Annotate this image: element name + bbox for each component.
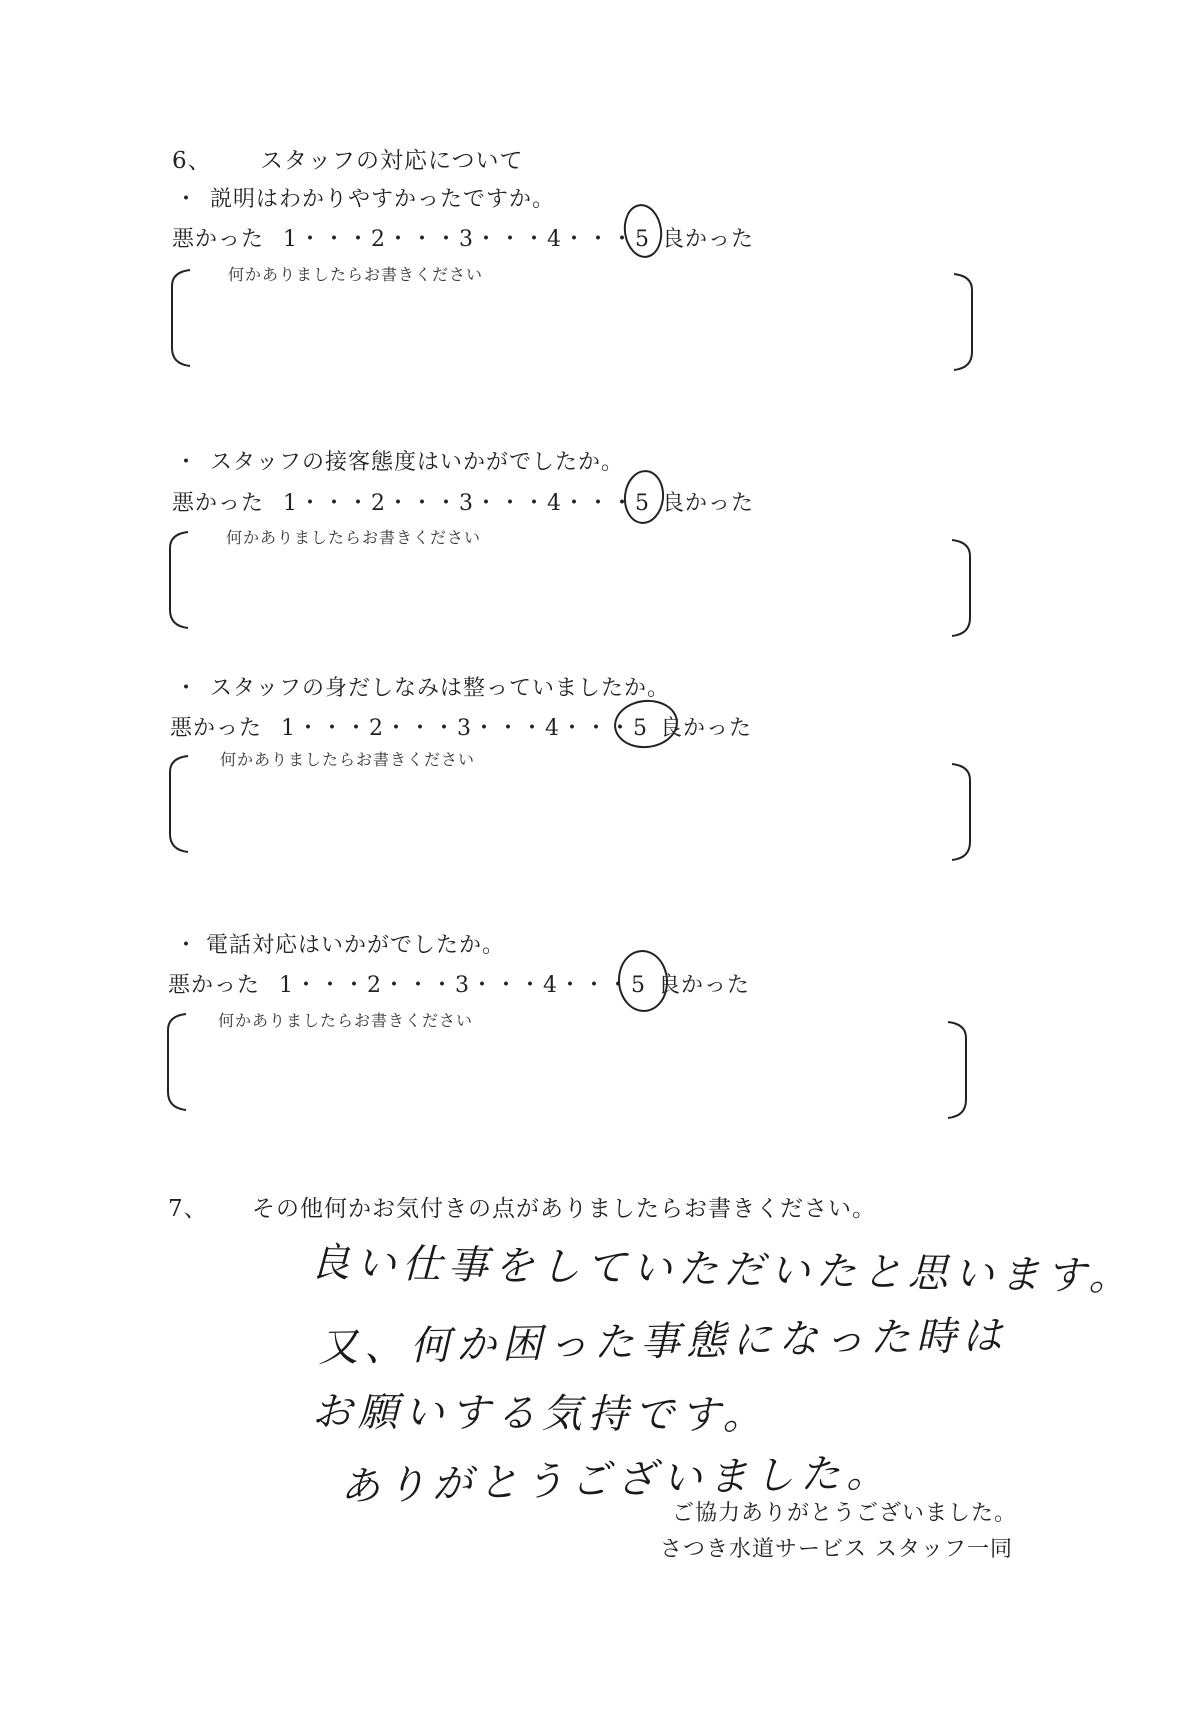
comment-box-left-bracket: [168, 268, 194, 368]
question-text: 電話対応はいかがでしたか。: [206, 933, 506, 958]
comment-field[interactable]: [194, 768, 944, 848]
rating-high-label: 良かった: [662, 227, 755, 252]
comment-box-right-bracket: [944, 1020, 970, 1120]
section7-title: その他何かお気付きの点がありましたらお書きください。: [252, 1196, 876, 1222]
comment-box-left-bracket: [166, 530, 192, 630]
comment-field[interactable]: [196, 280, 946, 360]
rating-high-label: 良かった: [658, 973, 751, 998]
question-bullet: ・: [175, 450, 199, 475]
selected-rating-circle: [621, 468, 666, 526]
comment-field[interactable]: [192, 1028, 942, 1108]
rating-scale[interactable]: 1・・・2・・・3・・・4・・・5: [283, 227, 651, 252]
rating-low-label: 悪かった: [172, 227, 265, 252]
question-bullet: ・: [175, 676, 199, 701]
question-text: スタッフの身だしなみは整っていましたか。: [210, 676, 671, 701]
comment-hint: 何かありましたらお書きください: [226, 528, 482, 547]
rating-high-label: 良かった: [660, 716, 753, 741]
comment-hint: 何かありましたらお書きください: [218, 1011, 474, 1030]
rating-high-label: 良かった: [662, 491, 755, 516]
handwritten-line: 又、何か困った事態になった時は: [317, 1312, 1009, 1372]
handwritten-line: 良い仕事をしていただいたと思います。: [309, 1239, 1136, 1301]
selected-rating-circle: [612, 697, 681, 751]
rating-low-label: 悪かった: [170, 716, 263, 741]
footer-signature: さつき水道サービス スタッフ一同: [660, 1537, 1013, 1562]
selected-rating-circle: [616, 948, 670, 1013]
comment-box-left-bracket: [164, 1012, 190, 1112]
rating-scale[interactable]: 1・・・2・・・3・・・4・・・5: [283, 491, 651, 516]
rating-scale[interactable]: 1・・・2・・・3・・・4・・・5: [279, 973, 647, 998]
question-text: 説明はわかりやすかったですか。: [210, 187, 556, 212]
section6-title: スタッフの対応について: [260, 148, 524, 174]
handwritten-line: お願いする気持です。: [311, 1389, 769, 1439]
question-bullet: ・: [175, 933, 199, 958]
comment-hint: 何かありましたらお書きください: [220, 750, 476, 769]
section7-number: 7、: [168, 1196, 208, 1222]
rating-low-label: 悪かった: [172, 491, 265, 516]
comment-box-right-bracket: [950, 272, 976, 372]
rating-scale[interactable]: 1・・・2・・・3・・・4・・・5: [281, 716, 649, 741]
comment-box-right-bracket: [948, 538, 974, 638]
handwritten-line: ありがとうございました。: [339, 1449, 893, 1511]
rating-low-label: 悪かった: [168, 973, 261, 998]
question-text: スタッフの接客態度はいかがでしたか。: [210, 450, 625, 475]
comment-field[interactable]: [194, 545, 944, 625]
question-bullet: ・: [175, 187, 199, 212]
section6-number: 6、: [172, 148, 212, 174]
footer-thanks: ご協力ありがとうございました。: [672, 1501, 1018, 1526]
comment-box-left-bracket: [166, 754, 192, 854]
comment-box-right-bracket: [948, 762, 974, 862]
comment-hint: 何かありましたらお書きください: [228, 265, 484, 284]
